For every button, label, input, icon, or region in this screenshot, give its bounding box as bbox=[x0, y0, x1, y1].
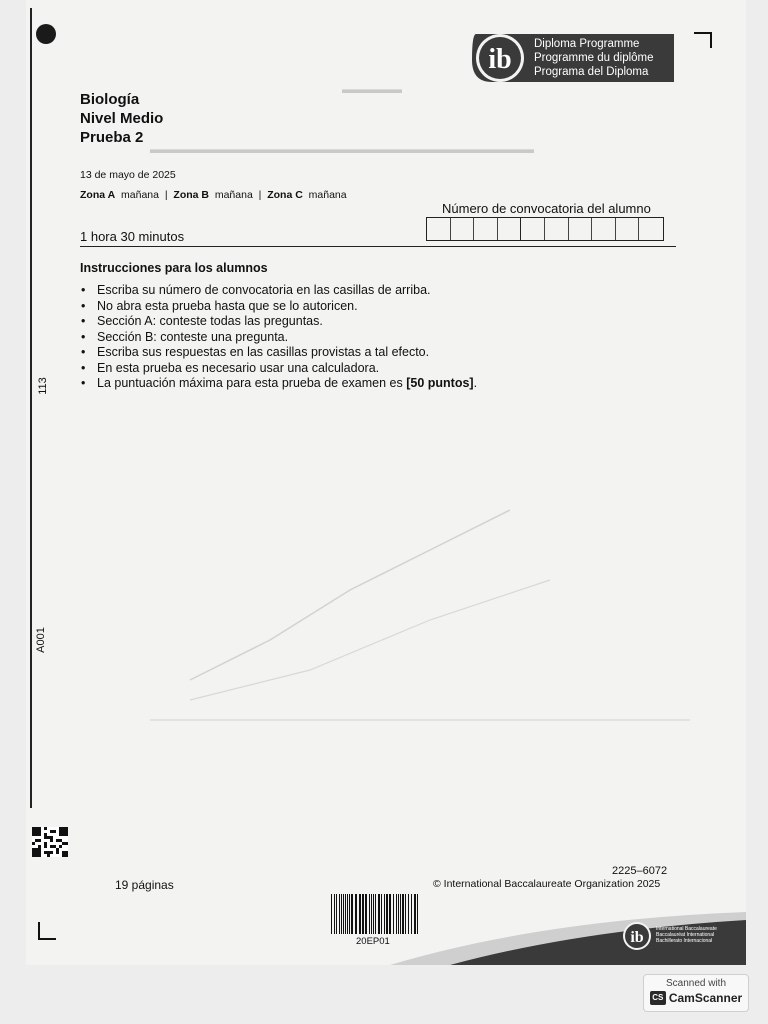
barcode-bar bbox=[378, 894, 380, 934]
candidate-digit-box[interactable] bbox=[427, 218, 451, 240]
barcode-number: 20EP01 bbox=[356, 936, 390, 947]
programme-name-es: Programa del Diploma bbox=[534, 66, 649, 78]
zone-a-label: Zona A bbox=[80, 189, 116, 201]
instruction-item: • No abra esta prueba hasta que se lo autoricen. bbox=[80, 299, 477, 315]
barcode-bar bbox=[355, 894, 357, 934]
level: Nivel Medio bbox=[80, 110, 164, 127]
ib-name-fr: Baccalauréat International bbox=[656, 932, 715, 938]
barcode-bar bbox=[375, 894, 376, 934]
bleed-through-text: ▬▬▬▬▬▬▬▬▬▬▬▬▬▬▬▬▬▬▬▬▬▬▬▬▬▬▬▬▬▬▬▬ bbox=[150, 142, 534, 156]
barcode-bar bbox=[386, 894, 388, 934]
left-binding-line bbox=[30, 8, 32, 808]
candidate-digit-box[interactable] bbox=[545, 218, 569, 240]
zone-b-label: Zona B bbox=[173, 189, 209, 201]
barcode-bar bbox=[359, 894, 361, 934]
barcode-bar bbox=[369, 894, 370, 934]
barcode-bar bbox=[371, 894, 372, 934]
svg-text:ib: ib bbox=[630, 929, 644, 946]
candidate-digit-box[interactable] bbox=[474, 218, 498, 240]
barcode-bar bbox=[334, 894, 335, 934]
candidate-digit-box[interactable] bbox=[592, 218, 616, 240]
margin-code-bottom: A001 bbox=[34, 627, 47, 653]
barcode-bar bbox=[341, 894, 342, 934]
paper-code: 2225–6072 bbox=[612, 865, 668, 877]
ib-footer-names bbox=[656, 926, 717, 944]
instruction-item: • Escriba sus respuestas en las casillas provistas a tal efecto. bbox=[80, 345, 477, 361]
barcode-bar bbox=[336, 894, 337, 934]
zone-b-time: mañana bbox=[214, 189, 253, 201]
barcode-bar bbox=[373, 894, 374, 934]
instructions-title: Instrucciones para los alumnos bbox=[80, 261, 268, 275]
candidate-digit-box[interactable] bbox=[616, 218, 640, 240]
copyright: © International Baccalaureate Organization 2025 bbox=[433, 878, 661, 890]
instruction-item-max-score bbox=[80, 376, 477, 392]
zone-a-time: mañana bbox=[121, 189, 159, 201]
zone-c-label: Zona C bbox=[267, 189, 303, 201]
barcode-bar bbox=[339, 894, 340, 934]
barcode-bar bbox=[345, 894, 346, 934]
ib-name-es: Bachillerato Internacional bbox=[656, 938, 713, 944]
watermark-line1: Scanned with bbox=[665, 978, 727, 989]
candidate-digit-box[interactable] bbox=[639, 218, 663, 240]
subject-title bbox=[80, 90, 163, 147]
watermark-brand: CamScanner bbox=[668, 991, 743, 1005]
candidate-digit-box[interactable] bbox=[569, 218, 593, 240]
barcode-bar bbox=[362, 894, 364, 934]
page-count: 19 páginas bbox=[115, 878, 174, 892]
barcode-bar bbox=[349, 894, 350, 934]
corner-mark-top-right bbox=[694, 32, 712, 48]
candidate-digit-box[interactable] bbox=[451, 218, 475, 240]
instruction-item: • En esta prueba es necesario usar una calculadora. bbox=[80, 361, 477, 377]
instruction-item: • Escriba su número de convocatoria en las casillas de arriba. bbox=[80, 283, 477, 299]
exam-duration: 1 hora 30 minutos bbox=[80, 229, 185, 244]
subject: Biología bbox=[80, 91, 140, 108]
barcode-bar bbox=[365, 894, 367, 934]
barcode-bar bbox=[347, 894, 348, 934]
programme-names bbox=[534, 37, 654, 79]
corner-mark-bottom-left bbox=[38, 922, 56, 940]
programme-name-fr: Programme du diplôme bbox=[534, 52, 654, 64]
divider-line bbox=[80, 246, 676, 247]
zones-line: Zona A mañana | Zona B mañana | Zona C mañana bbox=[80, 189, 347, 201]
candidate-number-label: Número de convocatoria del alumno bbox=[442, 201, 651, 216]
svg-text:ib: ib bbox=[488, 44, 512, 75]
barcode-bar bbox=[381, 894, 382, 934]
candidate-digit-box[interactable] bbox=[521, 218, 545, 240]
barcode-bar bbox=[343, 894, 344, 934]
zone-c-time: mañana bbox=[308, 189, 347, 201]
barcode-bar bbox=[384, 894, 385, 934]
instruction-item: • Sección A: conteste todas las preguntas. bbox=[80, 314, 477, 330]
paper-number: Prueba 2 bbox=[80, 129, 144, 146]
max-score-value: [50 puntos] bbox=[406, 376, 474, 390]
barcode-bar bbox=[351, 894, 353, 934]
max-score-text: La puntuación máxima para esta prueba de examen es bbox=[97, 376, 407, 390]
qr-code bbox=[32, 827, 68, 857]
margin-code-top: 113 bbox=[36, 377, 49, 395]
max-score-period: . bbox=[473, 376, 478, 390]
candidate-digit-box[interactable] bbox=[498, 218, 522, 240]
camscanner-watermark bbox=[643, 974, 749, 1012]
programme-name-en: Diploma Programme bbox=[534, 38, 640, 50]
instruction-item: • Sección B: conteste una pregunta. bbox=[80, 330, 477, 346]
candidate-number-boxes[interactable] bbox=[426, 217, 664, 241]
ib-name-en: International Baccalaureate bbox=[656, 926, 717, 932]
camscanner-icon: CS bbox=[650, 991, 666, 1005]
barcode-bar bbox=[331, 894, 332, 934]
bleed-through-graph bbox=[150, 470, 710, 750]
instructions-list bbox=[80, 283, 477, 392]
bleed-through-heading: ▬▬▬▬▬ bbox=[342, 82, 402, 96]
exam-date: 13 de mayo de 2025 bbox=[80, 169, 176, 181]
punch-mark bbox=[36, 24, 56, 44]
